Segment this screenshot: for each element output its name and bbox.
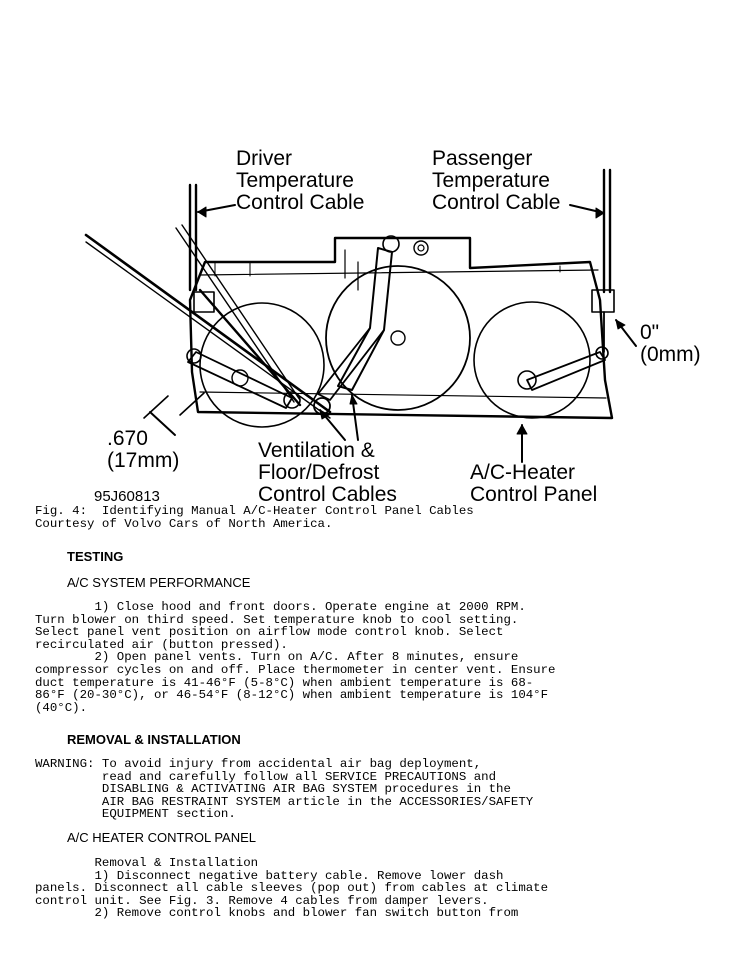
removal-heading: REMOVAL & INSTALLATION	[67, 732, 241, 747]
ac-performance-body: 1) Close hood and front doors. Operate engine at 2000 RPM. Turn blower on third speed. Set temperature knob to cool setting. Select panel vent position on airflow mode control knob. Select recirculated air (button pressed). 2) Open panel vents. Turn on A/C. After 8 minutes, ensure compressor cycles on and off. Place thermometer in center vent. Ensure duct temperature is 41-46°F (5-8°C) when ambient temperature is 68- 86°F (20-30°C), or 46-54°F (8-12°C) when ambient temperature is 104°F (40°C).	[35, 600, 556, 715]
testing-heading: TESTING	[67, 549, 124, 564]
zero-gap-label: 0" (0mm)	[640, 321, 701, 366]
panel-body: Removal & Installation 1) Disconnect negative battery cable. Remove lower dash panels. Disconnect all cable sleeves (pop out) from cables at climate control unit. See Fig. 3. Remove 4 cables from damper levers. 2) Remove control knobs and blower fan switch button from	[35, 856, 549, 921]
figure-caption: Fig. 4: Identifying Manual A/C-Heater Control Panel Cables Courtesy of Volvo Cars of North America.	[35, 504, 474, 531]
passenger-cable-label: Passenger Temperature Control Cable	[432, 147, 561, 214]
passenger-cable	[604, 170, 610, 292]
figure-code: 95J60813	[94, 488, 160, 505]
panel-heading: A/C HEATER CONTROL PANEL	[67, 830, 257, 845]
right-dial	[474, 302, 590, 418]
control-panel-label: A/C-Heater Control Panel	[470, 461, 598, 506]
driver-cable-label: Driver Temperature Control Cable	[236, 147, 365, 214]
left-dial	[200, 303, 324, 427]
panel-housing	[190, 238, 612, 418]
warning-body: WARNING: To avoid injury from accidental air bag deployment, read and carefully follow all SERVICE PRECAUTIONS and DISABLING & ACTIVATING AIR BAG SYSTEM procedures in the AIR BAG RESTRAINT SYSTEM article in the ACCESSORIES/SAFETY EQUIPMENT section.	[35, 757, 534, 822]
ac-performance-heading: A/C SYSTEM PERFORMANCE	[67, 575, 251, 590]
gap-670-label: .670 (17mm)	[107, 427, 180, 472]
vent-cables-label: Ventilation & Floor/Defrost Control Cables	[258, 439, 397, 506]
